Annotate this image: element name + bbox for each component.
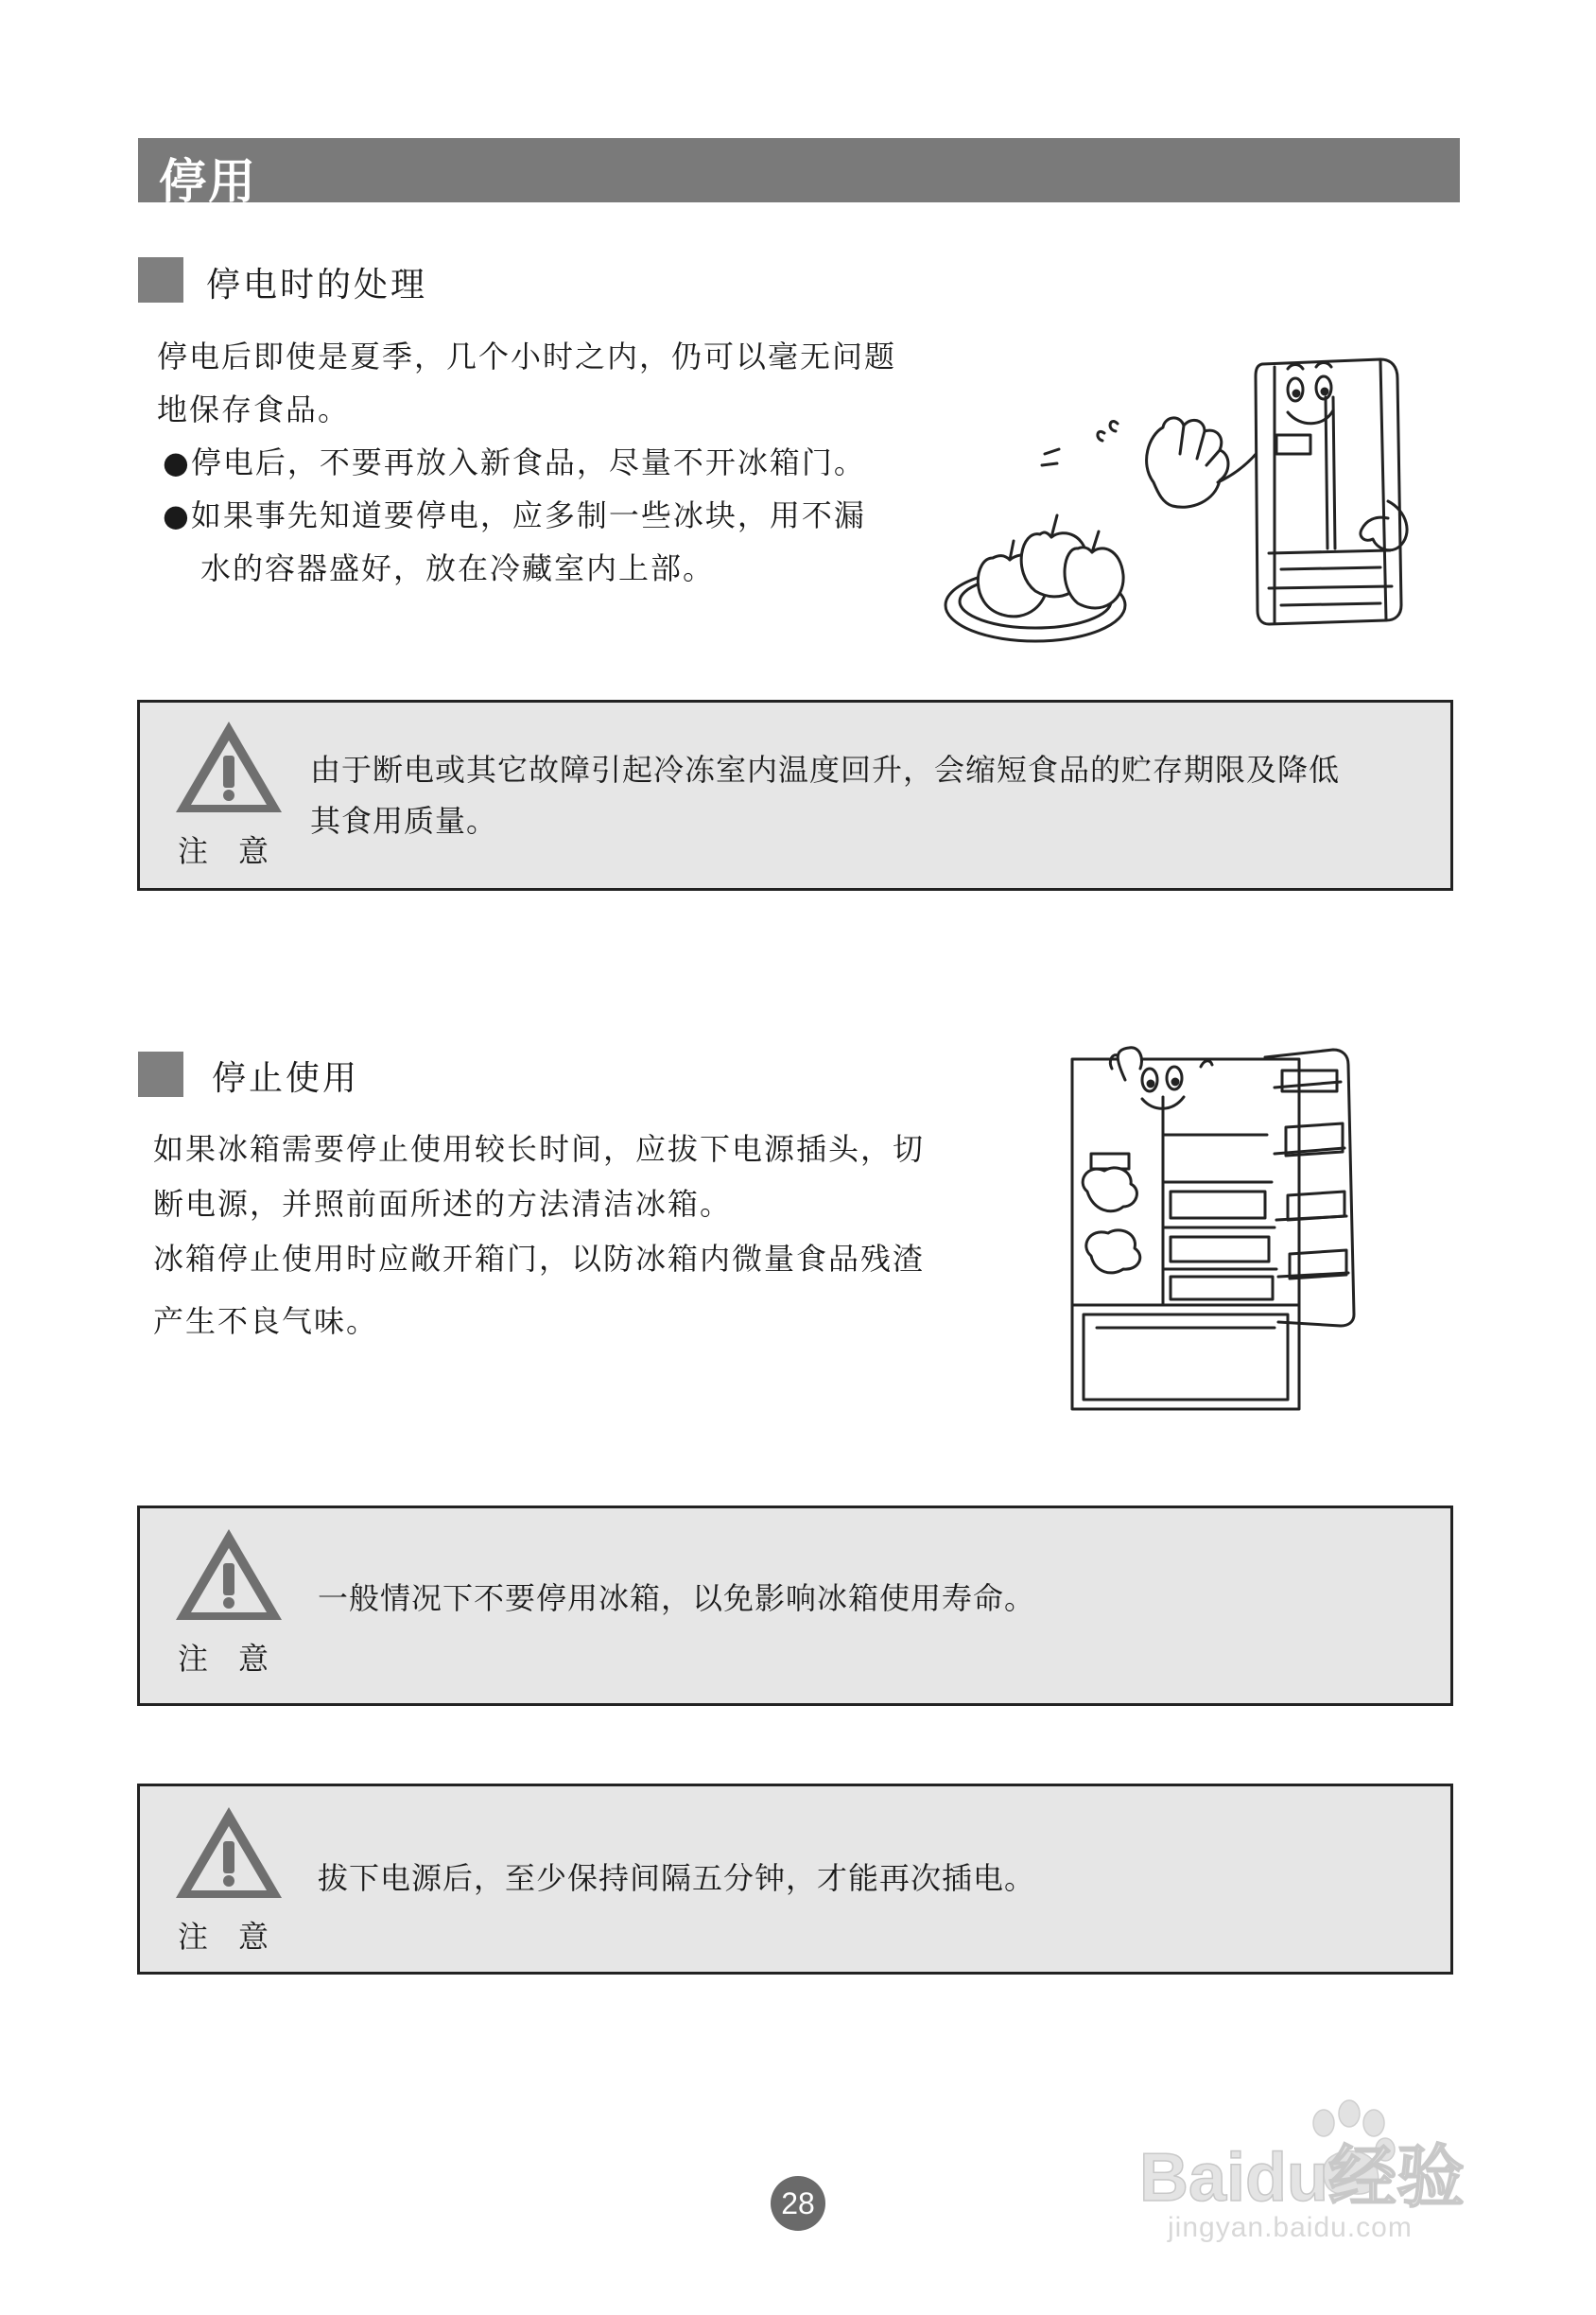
section1-line: 地保存食品。	[157, 392, 351, 427]
note-box-stop-use	[137, 1506, 1453, 1706]
section2-line: 产生不良气味。	[153, 1303, 379, 1339]
open-fridge-illustration	[1059, 1021, 1418, 1437]
note-line: 由于断电或其它故障引起冷冻室内温度回升，会缩短食品的贮存期限及降低	[310, 752, 1341, 788]
section2-line: 如果冰箱需要停止使用较长时间，应拔下电源插头，切	[153, 1131, 926, 1167]
section-marker	[138, 257, 183, 303]
fridge-mascot-fruit-illustration	[936, 322, 1428, 653]
note-box-power-outage	[137, 700, 1453, 891]
note-label: 注 意	[178, 1919, 269, 1955]
section1-bullet: ●停电后，不要再放入新食品，尽量不开冰箱门。	[163, 444, 866, 480]
note-line: 其食用质量。	[310, 803, 498, 839]
section2-line: 断电源，并照前面所述的方法清洁冰箱。	[153, 1186, 733, 1222]
section-marker	[138, 1052, 183, 1097]
page-title-bar	[138, 138, 1460, 209]
section-title-power-outage: 停电时的处理	[206, 266, 428, 305]
section1-line: 停电后即使是夏季，几个小时之内，仍可以毫无问题	[157, 339, 897, 374]
note-label: 注 意	[178, 833, 269, 869]
warning-triangle-icon	[172, 1803, 286, 1906]
section2-body	[153, 1122, 985, 1349]
page-number: 28	[771, 2176, 825, 2231]
warning-triangle-icon	[172, 718, 286, 820]
section2-line: 冰箱停止使用时应敞开箱门，以防冰箱内微量食品残渣	[153, 1241, 926, 1277]
watermark-url: jingyan.baidu.com	[1168, 2212, 1413, 2243]
section1-body	[157, 330, 970, 595]
note-label: 注 意	[178, 1641, 269, 1677]
note-text	[310, 744, 1340, 846]
note-box-unplug	[137, 1784, 1453, 1975]
section1-bullet-cont: 水的容器盛好，放在冷藏室内上部。	[200, 550, 716, 586]
watermark-brand: Baidu经验	[1139, 2140, 1466, 2216]
note-text: 一般情况下不要停用冰箱，以免影响冰箱使用寿命。	[318, 1580, 1036, 1616]
baidu-jingyan-watermark	[1130, 2095, 1503, 2246]
section1-bullet: ●如果事先知道要停电，应多制一些冰块，用不漏	[163, 497, 866, 533]
note-text: 拔下电源后，至少保持间隔五分钟，才能再次插电。	[318, 1860, 1036, 1896]
section-title-stop-use: 停止使用	[212, 1059, 360, 1098]
page-title: 停用	[159, 154, 257, 209]
warning-triangle-icon	[172, 1525, 286, 1627]
